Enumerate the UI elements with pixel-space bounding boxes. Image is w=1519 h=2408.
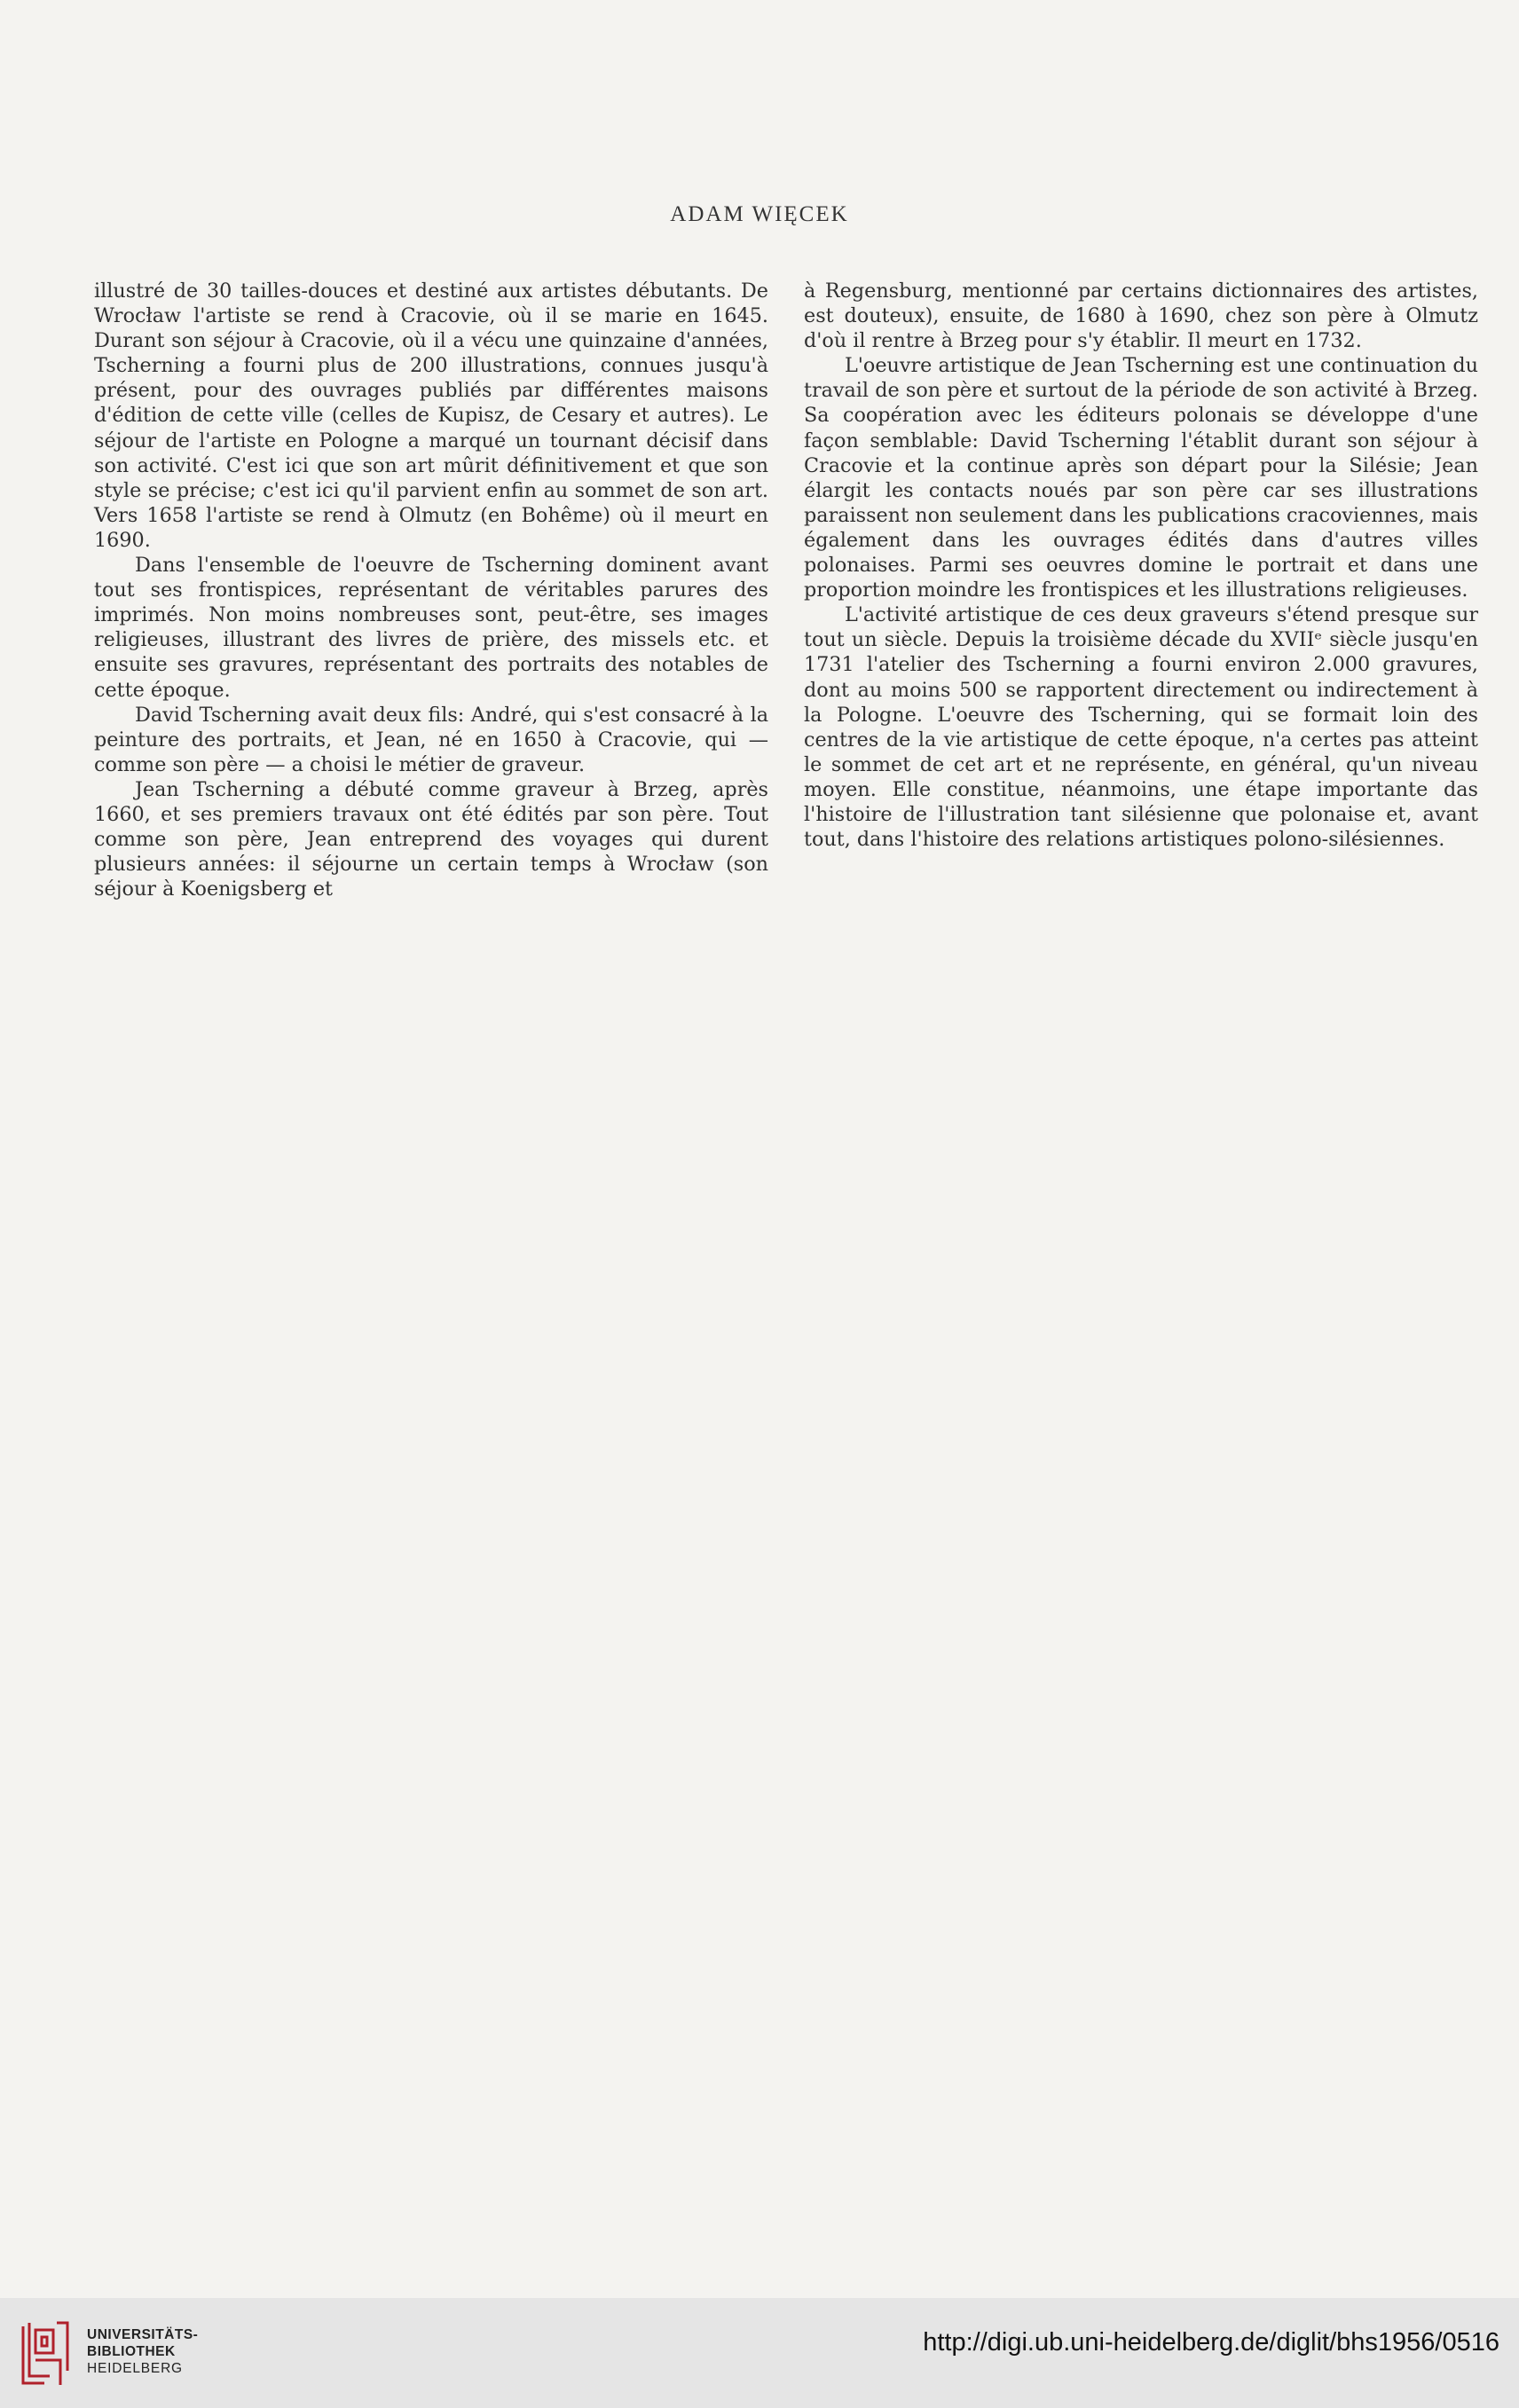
running-title: ADAM WIĘCEK <box>670 202 849 226</box>
paragraph: David Tscherning avait deux fils: André, qui s'est consacré à la peinture des portraits, et Jean, né en 1650 à Cracovie, qui — comme son père — a choisi le métier de graveur. <box>94 703 768 776</box>
source-url-link[interactable]: http://digi.ub.uni-heidelberg.de/diglit/bhs1956/0516 <box>923 2328 1499 2357</box>
right-column <box>804 279 1478 852</box>
footer-bar <box>0 2298 1519 2408</box>
left-column <box>94 279 768 901</box>
paragraph: à Regensburg, mentionné par certains dictionnaires des artistes, est douteux), ensuite, de 1680 à 1690, chez son père à Olmutz d'où il rentre à Brzeg pour s'y établir. Il meurt en 1732. <box>804 279 1478 353</box>
paragraph: L'oeuvre artistique de Jean Tscherning est une continuation du travail de son père et surtout de la période de son activité à Brzeg. Sa coopération avec les éditeurs polonais se développe d'une façon semblable: David Tscherning l'établit durant son séjour à Cracovie et la continue après son départ pour la Silésie; Jean élargit les contacts noués par son père car ses illustrations paraissent non seulement dans les publications cracoviennes, mais également dans les ouvrages édités dans d'autres villes polonaises. Parmi ses oeuvres domine le portrait et dans une proportion moindre les frontispices et les illustrations religieuses. <box>804 354 1478 602</box>
paragraph: Jean Tscherning a débuté comme graveur à Brzeg, après 1660, et ses premiers travaux ont été édités par son père. Tout comme son père, Jean entreprend des voyages qui durent plusieurs années: il séjourne un certain temps à Wrocław (son séjour à Koenigsberg et <box>94 777 768 901</box>
library-line-1: UNIVERSITÄTS- <box>87 2327 199 2342</box>
library-line-2: BIBLIOTHEK <box>87 2344 176 2359</box>
library-name <box>87 2326 198 2377</box>
ub-heidelberg-logo-icon <box>18 2318 73 2390</box>
paragraph: Dans l'ensemble de l'oeuvre de Tscherning dominent avant tout ses frontispices, représentant de véritables parures des imprimés. Non moins nombreuses sont, peut-être, ses images religieuses, illustrant des livres de prière, des missels etc. et ensuite ses gravures, représentant des portraits des notables de cette époque. <box>94 554 768 702</box>
paragraph: illustré de 30 tailles-douces et destiné aux artistes débutants. De Wrocław l'artiste se rend à Cracovie, où il se marie en 1645. Durant son séjour à Cracovie, où il a vécu une quinzaine d'années, Tscherning a fourni plus de 200 illustrations, connues jusqu'à présent, pour des ouvrages publiés par différentes maisons d'édition de cette ville (celles de Kupisz, de Cesary et autres). Le séjour de l'artiste en Pologne a marqué un tournant décisif dans son activité. C'est ici que son art mûrit définitivement et que son style se précise; c'est ici qu'il parvient enfin au sommet de son art. Vers 1658 l'artiste se rend à Olmutz (en Bohême) où il meurt en 1690. <box>94 279 768 552</box>
library-line-3: HEIDELBERG <box>87 2361 183 2376</box>
paragraph: L'activité artistique de ces deux graveurs s'étend presque sur tout un siècle. Depuis la troisième décade du XVIIᵉ siècle jusqu'en 1731 l'atelier des Tscherning a fourni environ 2.000 gravures, dont au moins 500 se rapportent directement ou indirectement à la Pologne. L'oeuvre des Tscherning, qui se formait loin des centres de la vie artistique de cette époque, n'a certes pas atteint le sommet de cet art et ne représente, en général, qu'un niveau moyen. Elle constitue, néanmoins, une étape importante das l'histoire de l'illustration tant silésienne que polonaise et, avant tout, dans l'histoire des relations artistiques polono-silésiennes. <box>804 603 1478 852</box>
